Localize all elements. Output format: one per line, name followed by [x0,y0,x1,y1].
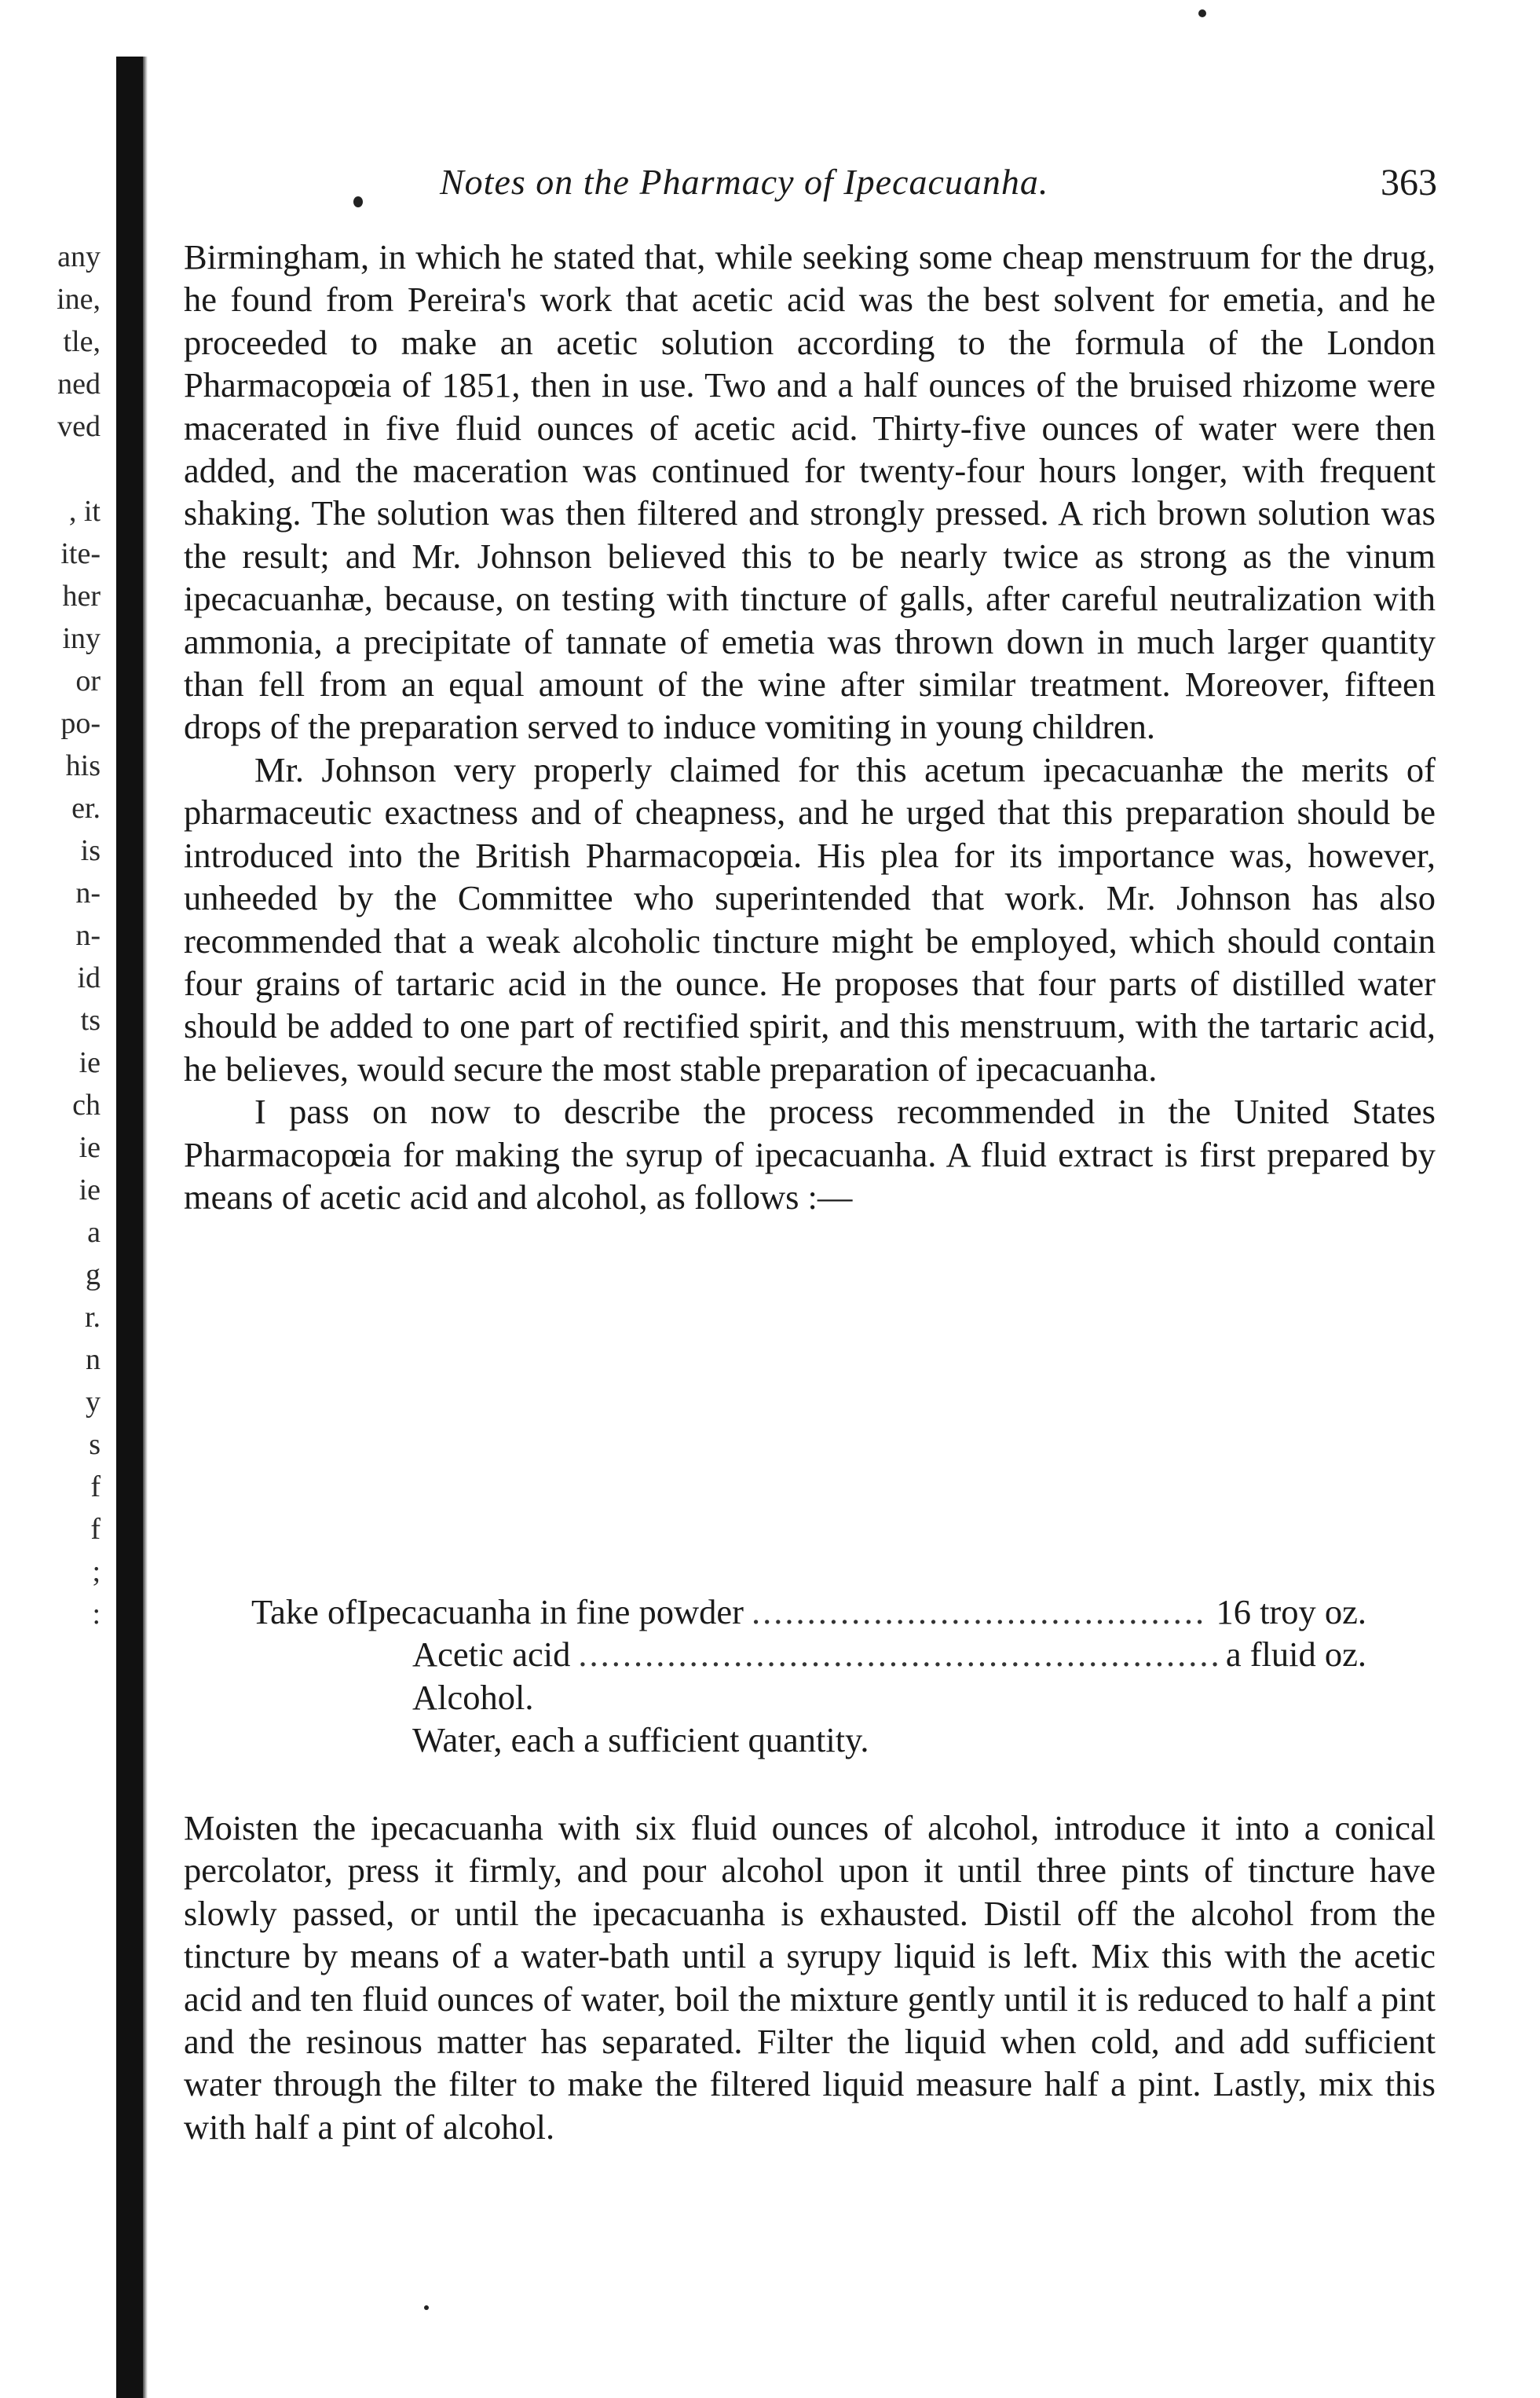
margin-fragment: any [57,240,101,273]
recipe-take-label: Take of [251,1592,357,1631]
margin-fragment: her [62,580,101,613]
margin-fragment: , it [68,495,101,528]
margin-fragment: ; [92,1555,101,1588]
margin-fragment: ved [57,410,101,443]
recipe-quantity: 16 troy oz. [1216,1592,1366,1631]
recipe-ingredient: Acetic acid [412,1635,571,1675]
margin-fragment: s [89,1428,101,1461]
margin-fragment: his [65,749,101,782]
ink-dot-bottom [424,2305,429,2310]
page-number: 363 [1381,162,1437,203]
margin-fragment: ite- [60,537,101,570]
margin-fragment: n [86,1343,101,1376]
body-text [184,236,1436,1218]
margin-fragment: er. [71,792,101,825]
margin-fragment: : [92,1598,101,1631]
margin-fragment: ine, [57,283,101,316]
paragraph: Birmingham, in which he stated that, while seeking some cheap menstruum for the drug, he found from Pereira's work that acetic acid was the best solvent for emetia, and he proceeded to make an acetic solution according to the formula of the London Pharmacopœia of 1851, then in use. Two and a half ounces of the bruised rhizome were macerated in five fluid ounces of acetic acid. Thirty-five ounces of water were then added, and the maceration was continued for twenty-four hours longer, with frequent shaking. The solution was then filtered and strongly pressed. A rich brown solution was the result; and Mr. Johnson believed this to be nearly twice as strong as the vinum ipecacuanhæ, because, on testing with tincture of galls, after careful neutralization with ammonia, a precipitate of tannate of emetia was thrown down in much larger quantity than fell from an equal amount of the wine after similar treatment. Moreover, fifteen drops of the preparation served to induce vomiting in young children. [184,237,1436,747]
margin-fragment: tle, [63,325,101,358]
margin-fragment: r. [84,1301,101,1334]
margin-fragment: id [77,961,101,994]
margin-fragment: a [87,1216,101,1249]
binding-gutter [116,57,143,2398]
margin-fragment: ie [79,1173,101,1206]
margin-fragment: or [75,664,101,697]
margin-fragment: iny [62,622,101,655]
margin-fragment: is [80,834,101,867]
margin-fragment: ts [80,1004,101,1037]
recipe-ingredient: Ipecacuanha in fine powder [357,1592,744,1631]
recipe-quantity: a fluid oz. [1225,1635,1366,1675]
margin-fragment: ned [57,368,101,401]
margin-fragment: f [90,1470,101,1503]
ink-dot-top [1198,9,1206,17]
paragraph: Moisten the ipecacuanha with six fluid ounces of alcohol, introduce it into a conical percolator, press it firmly, and pour alcohol upon it until three pints of tincture have slowly passed, or until the ipecacuanha is exhausted. Distil off the alcohol from the tincture by means of a water-bath until a syrupy liquid is left. Mix this with the acetic acid and ten fluid ounces of water, boil the mixture gently until it is reduced to half a pint and the resinous matter has separated. Filter the liquid when cold, and add sufficient water through the filter to make the filtered liquid measure half a pint. Lastly, mix this with half a pint of alcohol. [184,1808,1436,2147]
closing-text [184,1807,1436,2148]
margin-fragment: n- [75,919,101,952]
recipe-row [251,1591,1366,1633]
paragraph: Mr. Johnson very properly claimed for this acetum ipecacuanhæ the merits of pharmaceutic exactness and of cheapness, and he urged that this preparation should be introduced into the British Pharmacopœia. His plea for its importance was, however, unheeded by the Committee who superintended that work. Mr. Johnson has also recommended that a weak alcoholic tincture might be employed, which should contain four grains of tartaric acid in the ounce. He proposes that four parts of distilled water should be added to one part of rectified spirit, and this menstruum, with the tartaric acid, he believes, would secure the most stable preparation of ipecacuanha. [184,749,1436,1089]
margin-fragment: y [86,1386,101,1419]
recipe-row [251,1719,1366,1761]
margin-fragment: ie [79,1131,101,1164]
margin-fragment: g [86,1258,101,1291]
margin-fragment: f [90,1513,101,1546]
dot-leader [752,1591,1208,1633]
margin-fragment: po- [60,707,101,740]
paragraph: I pass on now to describe the process recommended in the United States Pharmacopœia for making the syrup of ipecacuanha. A fluid extract is first prepared by means of acetic acid and alcohol, as follows :— [184,1092,1436,1217]
page-header [181,161,1437,216]
margin-fragment: ch [72,1089,101,1122]
recipe-row [251,1633,1366,1675]
recipe-ingredient: Alcohol. [412,1677,534,1717]
running-title: Notes on the Pharmacy of Ipecacuanha. [440,162,1049,202]
recipe-formula [251,1591,1366,1762]
recipe-ingredient: Water, each a sufficient quantity. [412,1720,869,1760]
recipe-row [251,1676,1366,1719]
margin-fragment: ie [79,1046,101,1079]
adjacent-page-margin [0,236,101,1635]
margin-fragment: n- [75,877,101,910]
dot-leader [578,1633,1217,1675]
margin-fragment [0,448,101,490]
